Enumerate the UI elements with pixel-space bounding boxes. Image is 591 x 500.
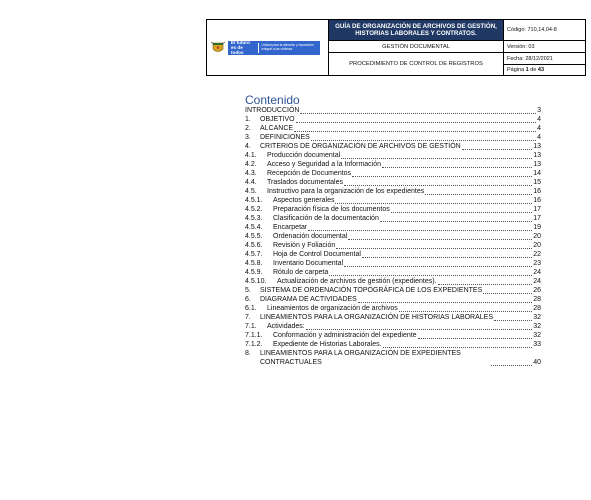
toc-entry[interactable] (245, 259, 541, 268)
toc-entry-page: 4 (537, 125, 541, 132)
toc-entry-number: 4.5.8. (245, 260, 263, 267)
toc-dot-leader (418, 332, 533, 339)
page-current: 1 (525, 67, 529, 73)
toc-dot-leader (438, 278, 533, 285)
toc-entry-page: 3 (537, 107, 541, 114)
toc-entry-page: 24 (533, 269, 541, 276)
toc-dot-leader (483, 287, 532, 294)
toc-entry-text: DEFINICIONES (260, 134, 310, 141)
toc-dot-leader (294, 125, 536, 132)
toc-entry-number: 6.1. (245, 305, 257, 312)
logo-cell (207, 20, 329, 76)
toc-entry[interactable] (245, 124, 541, 133)
toc-entry-text: Encarpetar (273, 224, 308, 231)
toc-entry-number: 7.1.1. (245, 332, 263, 339)
page-prefix: Página (507, 67, 526, 73)
toc-entry-page: 20 (533, 233, 541, 240)
toc-entry[interactable] (245, 133, 541, 142)
toc-entry-page: 28 (533, 296, 541, 303)
toc-entry[interactable] (245, 223, 541, 232)
toc-dot-leader (352, 170, 532, 177)
toc-dot-leader (311, 134, 536, 141)
toc-entry[interactable] (245, 304, 541, 313)
toc-entry[interactable] (245, 277, 541, 286)
toc-entry[interactable] (245, 178, 541, 187)
toc-entry[interactable] (245, 241, 541, 250)
document-title: GUÍA DE ORGANIZACIÓN DE ARCHIVOS DE GESTIÓN, HISTORIAS LABORALES Y CONTRATOS. (329, 20, 504, 41)
toc-entry-text: Lineamientos de organización de archivos (267, 305, 398, 312)
toc-entry-number: 4.3. (245, 170, 257, 177)
toc-entry[interactable] (245, 187, 541, 196)
toc-entry-page: 32 (533, 314, 541, 321)
toc-entry[interactable] (245, 295, 541, 304)
toc-entry-page: 16 (533, 188, 541, 195)
toc-entry-page: 33 (533, 341, 541, 348)
toc-entry-page: 40 (533, 359, 541, 366)
toc-entry[interactable] (245, 151, 541, 160)
toc-entry[interactable] (245, 322, 541, 331)
toc-entry-number: 4.5.9. (245, 269, 263, 276)
toc-entry-text: Recepción de Documentos (267, 170, 352, 177)
toc-entry-page: 14 (533, 170, 541, 177)
toc-entry-number: 4.5.1. (245, 197, 263, 204)
government-logo-banner (228, 41, 320, 55)
logo-separator (258, 43, 259, 53)
toc-dot-leader (462, 143, 533, 150)
toc-entry[interactable] (245, 268, 541, 277)
toc-entry-page: 22 (533, 251, 541, 258)
toc-dot-leader (341, 152, 532, 159)
toc-dot-leader (358, 296, 532, 303)
toc-entry[interactable] (245, 115, 541, 124)
toc-entry-text: Expediente de Historias Laborales. (273, 341, 382, 348)
toc-entry-text: Instructivo para la organización de los expedientes (267, 188, 425, 195)
toc-entry-number: 1. (245, 116, 251, 123)
toc-entry-text: CRITERIOS DE ORGANIZACIÓN DE ARCHIVOS DE GESTIÓN (260, 143, 461, 150)
toc-entry-text: Clasificación de la documentación (273, 215, 379, 222)
toc-title: Contenido (245, 93, 300, 107)
toc-dot-leader (296, 116, 536, 123)
toc-entry-page: 26 (533, 287, 541, 294)
toc-entry-text: Preparación física de los documentos (273, 206, 390, 213)
toc-entry-page: 15 (533, 179, 541, 186)
toc-entry[interactable] (245, 340, 541, 349)
toc-entry[interactable] (245, 160, 541, 169)
document-header-table (206, 19, 586, 76)
toc-dot-leader (491, 359, 532, 366)
toc-entry-number: 7. (245, 314, 251, 321)
toc-entry[interactable] (245, 232, 541, 241)
toc-entry-number: 4.2. (245, 161, 257, 168)
toc-entry-page: 13 (533, 152, 541, 159)
toc-entry-page: 28 (533, 305, 541, 312)
toc-dot-leader (380, 215, 532, 222)
toc-entry-text: SISTEMA DE ORDENACIÓN TOPOGRÁFICA DE LOS EXPEDIENTES (260, 287, 483, 294)
toc-entry-page: 13 (533, 161, 541, 168)
toc-dot-leader (308, 224, 532, 231)
page-total: 43 (537, 67, 545, 73)
toc-entry-page: 16 (533, 197, 541, 204)
toc-entry-text: Revisión y Foliación (273, 242, 336, 249)
colombia-coat-of-arms-icon (210, 41, 226, 55)
toc-entry-text: LINEAMIENTOS PARA LA ORGANIZACIÓN DE EXPEDIENTES CONTRACTUALES (260, 350, 461, 366)
toc-entry-number: 2. (245, 125, 251, 132)
toc-entry[interactable] (245, 142, 541, 151)
toc-entry-number: 8. (245, 350, 251, 357)
toc-entry-number: 7.1. (245, 323, 257, 330)
document-code: Código: 710,14,04-8 (504, 20, 586, 41)
toc-entry[interactable] (245, 205, 541, 214)
toc-entry[interactable] (245, 196, 541, 205)
toc-entry[interactable] (245, 106, 541, 115)
toc-dot-leader (348, 233, 532, 240)
toc-entry-text: Rótulo de carpeta (273, 269, 329, 276)
toc-entry[interactable] (245, 250, 541, 259)
toc-dot-leader (344, 260, 532, 267)
toc-entry-page: 24 (533, 278, 541, 285)
toc-dot-leader (383, 341, 533, 348)
document-date: Fecha: 28/12/2021 (504, 53, 586, 65)
toc-dot-leader (362, 251, 532, 258)
toc-entry-page: 20 (533, 242, 541, 249)
toc-entry-number: 7.1.2. (245, 341, 263, 348)
toc-entry-text: Actividades: (267, 323, 305, 330)
toc-entry-page: 19 (533, 224, 541, 231)
toc-entry-number: 4.5.4. (245, 224, 263, 231)
logo-sub-text: Unidad para la atención y reparación integral a las víctimas (261, 42, 314, 51)
toc-entry-number: 4. (245, 143, 251, 150)
toc-entry-text: OBJETIVO (260, 116, 295, 123)
toc-entry-text: Actualización de archivos de gestión (expedientes). (277, 278, 437, 285)
toc-dot-leader (329, 269, 532, 276)
toc-entry-page: 32 (533, 323, 541, 330)
toc-entry-number: 4.1. (245, 152, 257, 159)
toc-entry-text: Conformación y administración del expediente (273, 332, 417, 339)
toc-entry-page: 32 (533, 332, 541, 339)
toc-entry[interactable] (245, 169, 541, 178)
toc-dot-leader (399, 305, 532, 312)
toc-entry-page: 4 (537, 134, 541, 141)
toc-entry-number: 4.4. (245, 179, 257, 186)
logo-main-text: El futuro es de todos (231, 40, 250, 55)
toc-entry-text: INTRODUCCIÓN (245, 107, 300, 114)
toc-dot-leader (306, 323, 532, 330)
toc-dot-leader (382, 161, 532, 168)
page-number (504, 65, 586, 76)
toc-dot-leader (335, 197, 532, 204)
toc-dot-leader (425, 188, 532, 195)
toc-entry-page: 17 (533, 215, 541, 222)
toc-entry[interactable] (245, 331, 541, 340)
toc-dot-leader (344, 179, 532, 186)
toc-entry-text: Hoja de Control Documental (273, 251, 361, 258)
toc-entry[interactable] (245, 349, 541, 367)
toc-dot-leader (300, 107, 536, 114)
toc-entry-page: 17 (533, 206, 541, 213)
toc-entry-text: Producción documental (267, 152, 341, 159)
toc-entry-text: Aspectos generales (273, 197, 335, 204)
toc-entry-text: Ordenación documental (273, 233, 348, 240)
toc-entry[interactable] (245, 313, 541, 322)
toc-entry-text: ALCANCE (260, 125, 294, 132)
department-name: GESTIÓN DOCUMENTAL (329, 41, 504, 53)
toc-entry-text: Inventario Documental (273, 260, 344, 267)
toc-entry[interactable] (245, 214, 541, 223)
toc-dot-leader (494, 314, 532, 321)
toc-entry-text: DIAGRAMA DE ACTIVIDADES (260, 296, 357, 303)
toc-entry-page: 23 (533, 260, 541, 267)
document-version: Versión: 03 (504, 41, 586, 53)
procedure-name: PROCEDIMIENTO DE CONTROL DE REGISTROS (329, 53, 504, 76)
toc-entry-number: 4.5.10. (245, 278, 267, 285)
toc-entry[interactable] (245, 286, 541, 295)
toc-entry-number: 4.5.6. (245, 242, 263, 249)
toc-dot-leader (391, 206, 532, 213)
toc-entry-number: 4.5.3. (245, 215, 263, 222)
toc-entry-number: 4.5.5. (245, 233, 263, 240)
toc-entry-number: 4.5. (245, 188, 257, 195)
toc-entry-number: 5. (245, 287, 251, 294)
toc-entry-number: 6. (245, 296, 251, 303)
page-middle: de (528, 67, 538, 73)
toc-entry-number: 4.5.7. (245, 251, 263, 258)
toc-entry-page: 4 (537, 116, 541, 123)
toc-entry-text: Acceso y Seguridad a la Información (267, 161, 382, 168)
table-of-contents (245, 106, 541, 367)
toc-entry-number: 3. (245, 134, 251, 141)
toc-entry-page: 13 (533, 143, 541, 150)
toc-entry-number: 4.5.2. (245, 206, 263, 213)
toc-dot-leader (336, 242, 532, 249)
toc-entry-text: Traslados documentales (267, 179, 344, 186)
toc-entry-text: LINEAMIENTOS PARA LA ORGANIZACIÓN DE HISTORIAS LABORALES (260, 314, 494, 321)
